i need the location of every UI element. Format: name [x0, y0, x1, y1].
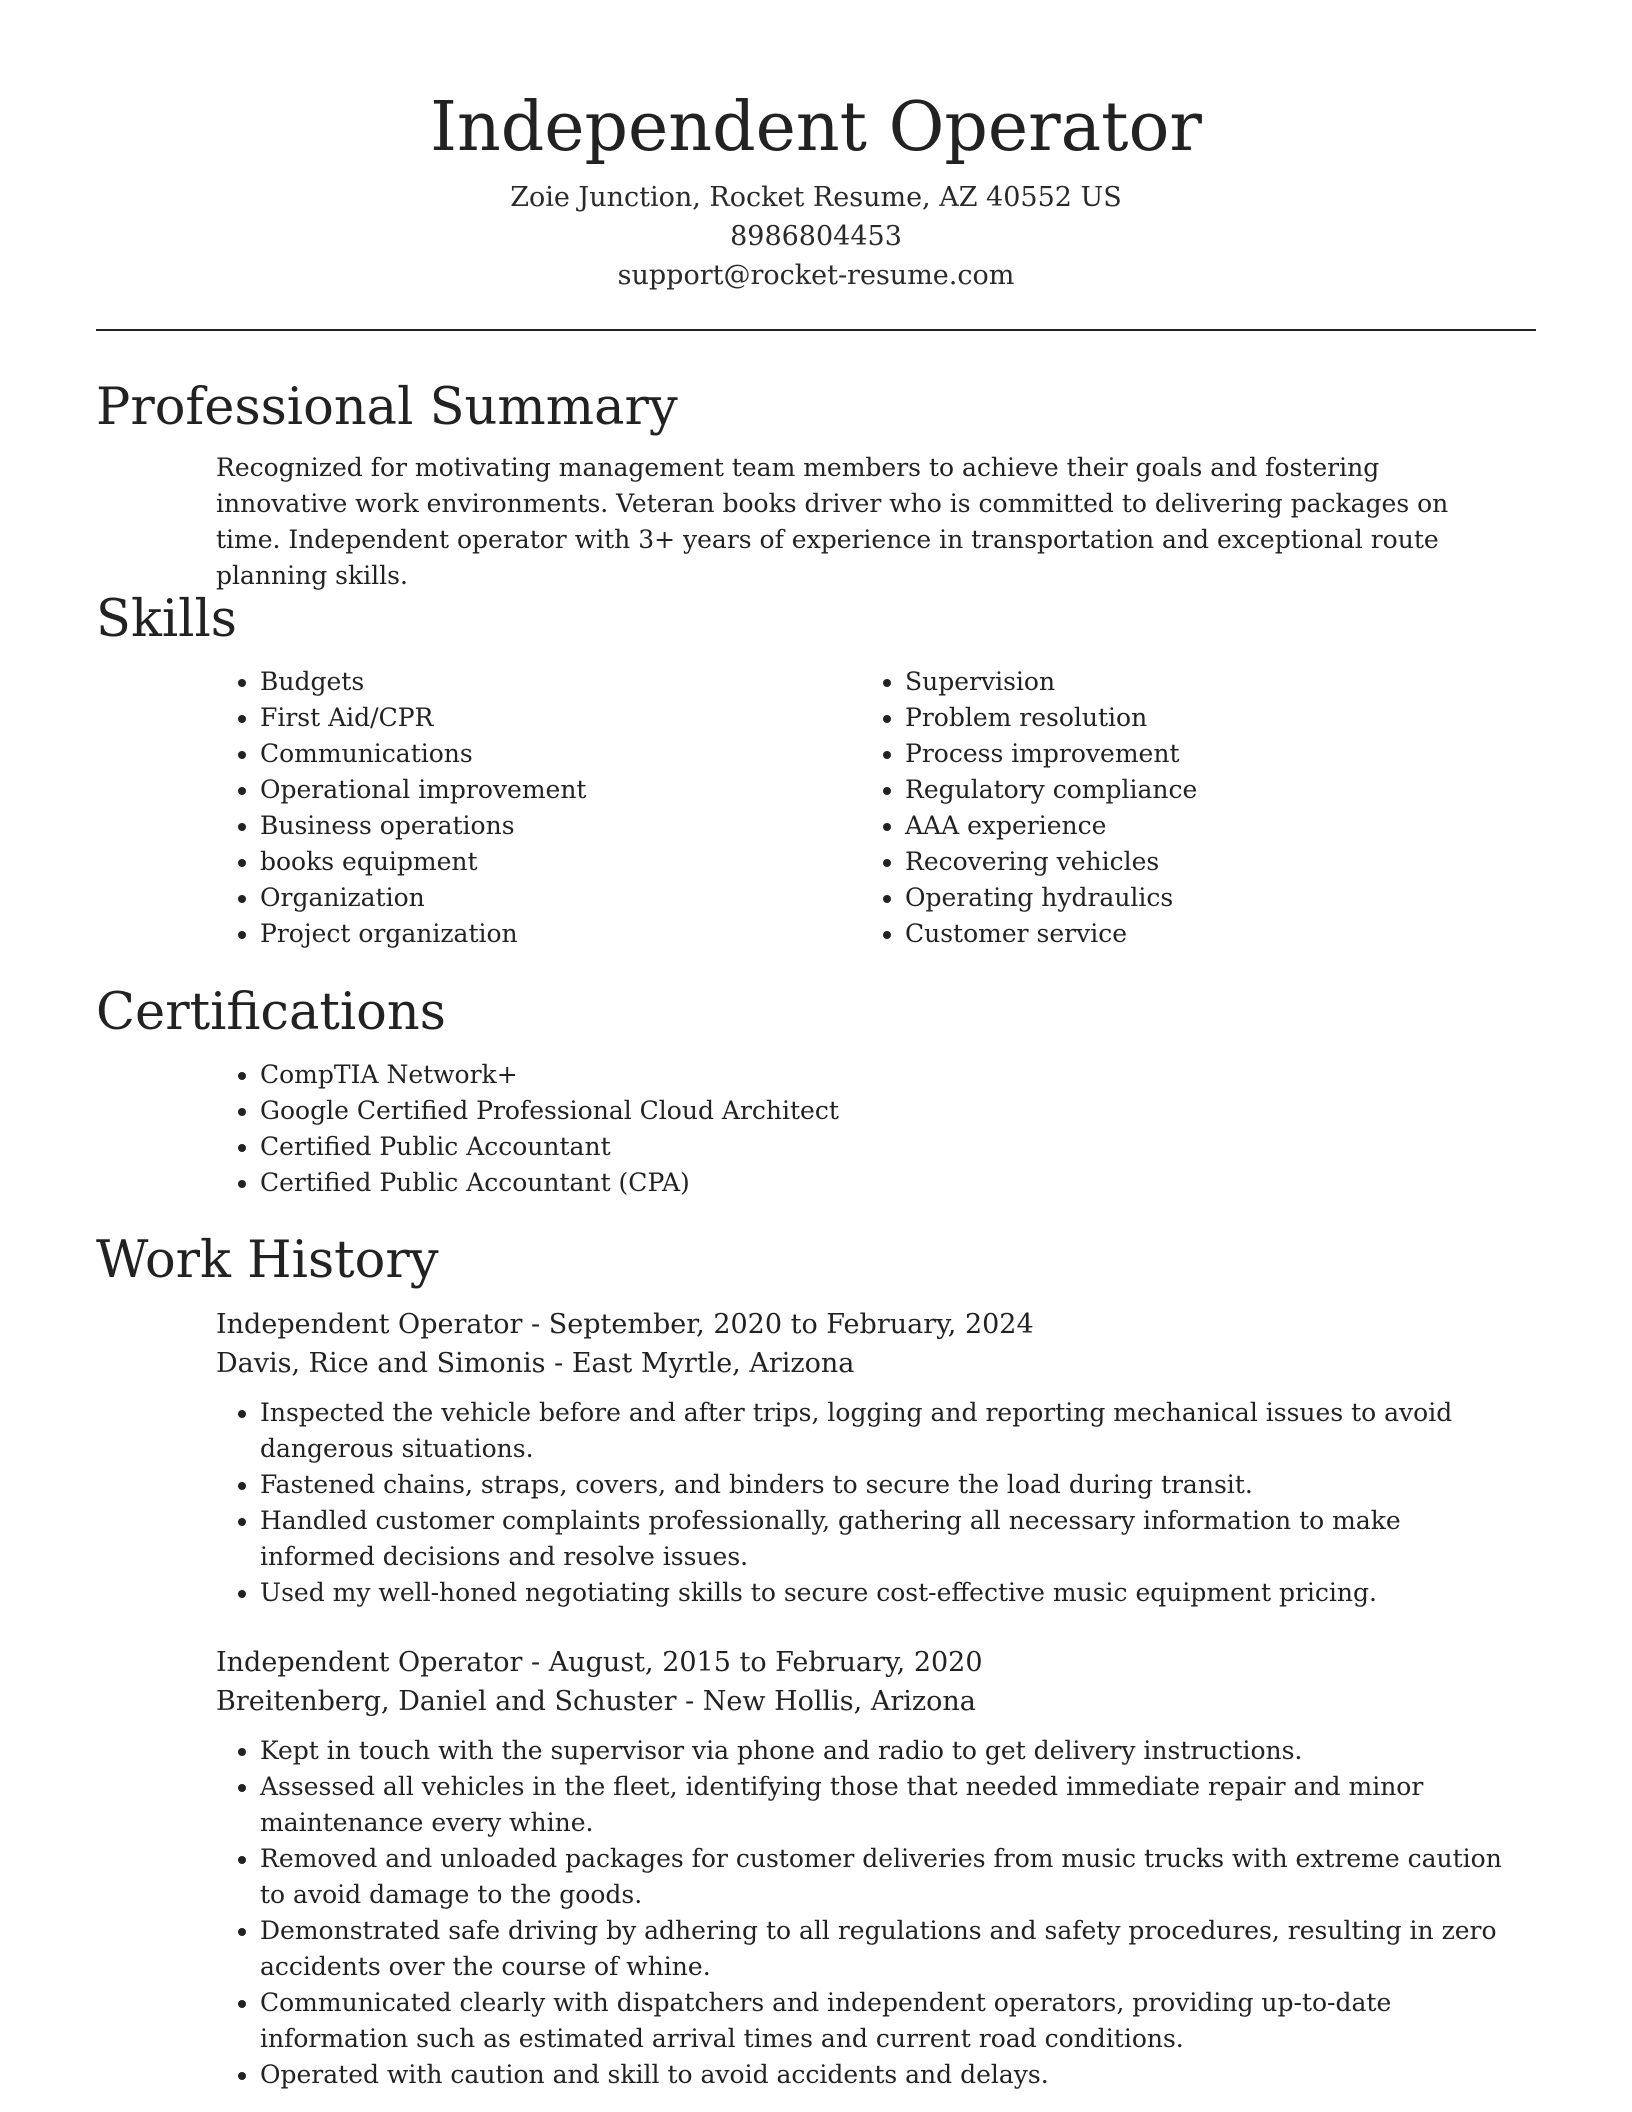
list-item: • Process improvement [905, 736, 1536, 772]
list-item: • Business operations [260, 808, 891, 844]
list-item: • Operational improvement [260, 772, 891, 808]
skills-heading: Skills [96, 590, 237, 649]
list-item: • Google Certified Professional Cloud Architect [260, 1093, 1536, 1129]
work-history-section [96, 1231, 1536, 2093]
summary-text: Recognized for motivating management team members to achieve their goals and fostering innovative work environments. Veteran books driver who is committed to delivering packages on time. Independent operator with 3+ years of experience in transportation and exceptional route planning skills. [216, 453, 1449, 590]
job-title-line [216, 1643, 1536, 1682]
list-item: • Project organization [260, 916, 891, 952]
list-item: • Customer service [905, 916, 1536, 952]
job-title-line [216, 1305, 1536, 1344]
list-item: • Budgets [260, 664, 891, 700]
job-company-line [216, 1344, 1536, 1383]
summary-section [96, 378, 1536, 594]
job-dates: - September, 2020 to February, 2024 [522, 1309, 1034, 1340]
list-item: • books equipment [260, 844, 891, 880]
list-item: • Recovering vehicles [905, 844, 1536, 880]
list-item: • AAA experience [905, 808, 1536, 844]
job-company-line [216, 1682, 1536, 1721]
list-item: • Operating hydraulics [905, 880, 1536, 916]
job-dates: - August, 2015 to February, 2020 [522, 1647, 983, 1678]
skills-section [96, 590, 1536, 952]
job-entry [96, 1643, 1536, 2093]
list-item: • Communicated clearly with dispatchers and independent operators, providing up-to-date information such as estimated arrival times and current road conditions. [260, 1985, 1510, 2057]
job-company: Davis, Rice and Simonis [216, 1348, 546, 1379]
job-location: - East Myrtle, Arizona [545, 1348, 855, 1379]
skills-list-right [891, 664, 1536, 952]
email-line: support@rocket-resume.com [617, 260, 1015, 291]
job-company: Breitenberg, Daniel and Schuster [216, 1686, 677, 1717]
phone-line: 8986804453 [730, 221, 902, 252]
summary-heading: Professional Summary [96, 378, 678, 437]
resume-header [96, 0, 1536, 295]
job-title: Independent Operator [216, 1647, 523, 1678]
header-divider [96, 329, 1536, 331]
job-duties-list [96, 1395, 1536, 1611]
resume-page [96, 0, 1536, 2089]
certifications-list [96, 1057, 1536, 1201]
address-line: Zoie Junction, Rocket Resume, AZ 40552 US [510, 182, 1122, 213]
list-item: • Handled customer complaints professionally, gathering all necessary information to make informed decisions and resolve issues. [260, 1503, 1510, 1575]
list-item: • CompTIA Network+ [260, 1057, 1536, 1093]
list-item: • Regulatory compliance [905, 772, 1536, 808]
job-duties-list [96, 1733, 1536, 2093]
job-entry [96, 1305, 1536, 1611]
list-item: • Assessed all vehicles in the fleet, identifying those that needed immediate repair and minor maintenance every whine. [260, 1769, 1510, 1841]
contact-block [96, 178, 1536, 295]
list-item: • Operated with caution and skill to avoid accidents and delays. [260, 2057, 1510, 2093]
skills-columns [96, 664, 1536, 952]
list-item: • Used my well-honed negotiating skills to secure cost-effective music equipment pricing. [260, 1575, 1510, 1611]
skills-list-left [96, 664, 891, 952]
work-history-heading: Work History [96, 1231, 439, 1290]
list-item: • Demonstrated safe driving by adhering to all regulations and safety procedures, resulting in zero accidents over the course of whine. [260, 1913, 1510, 1985]
list-item: • Organization [260, 880, 891, 916]
list-item: • First Aid/CPR [260, 700, 891, 736]
list-item: • Certified Public Accountant [260, 1129, 1536, 1165]
list-item: • Fastened chains, straps, covers, and binders to secure the load during transit. [260, 1467, 1510, 1503]
list-item: • Problem resolution [905, 700, 1536, 736]
certifications-heading: Certifications [96, 983, 446, 1042]
list-item: • Communications [260, 736, 891, 772]
candidate-name: Independent Operator [430, 88, 1202, 167]
job-title: Independent Operator [216, 1309, 523, 1340]
list-item: • Inspected the vehicle before and after trips, logging and reporting mechanical issues to avoid dangerous situations. [260, 1395, 1510, 1467]
list-item: • Supervision [905, 664, 1536, 700]
list-item: • Kept in touch with the supervisor via phone and radio to get delivery instructions. [260, 1733, 1510, 1769]
certifications-section [96, 983, 1536, 1201]
list-item: • Certified Public Accountant (CPA) [260, 1165, 1536, 1201]
list-item: • Removed and unloaded packages for customer deliveries from music trucks with extreme caution to avoid damage to the goods. [260, 1841, 1510, 1913]
job-location: - New Hollis, Arizona [676, 1686, 976, 1717]
